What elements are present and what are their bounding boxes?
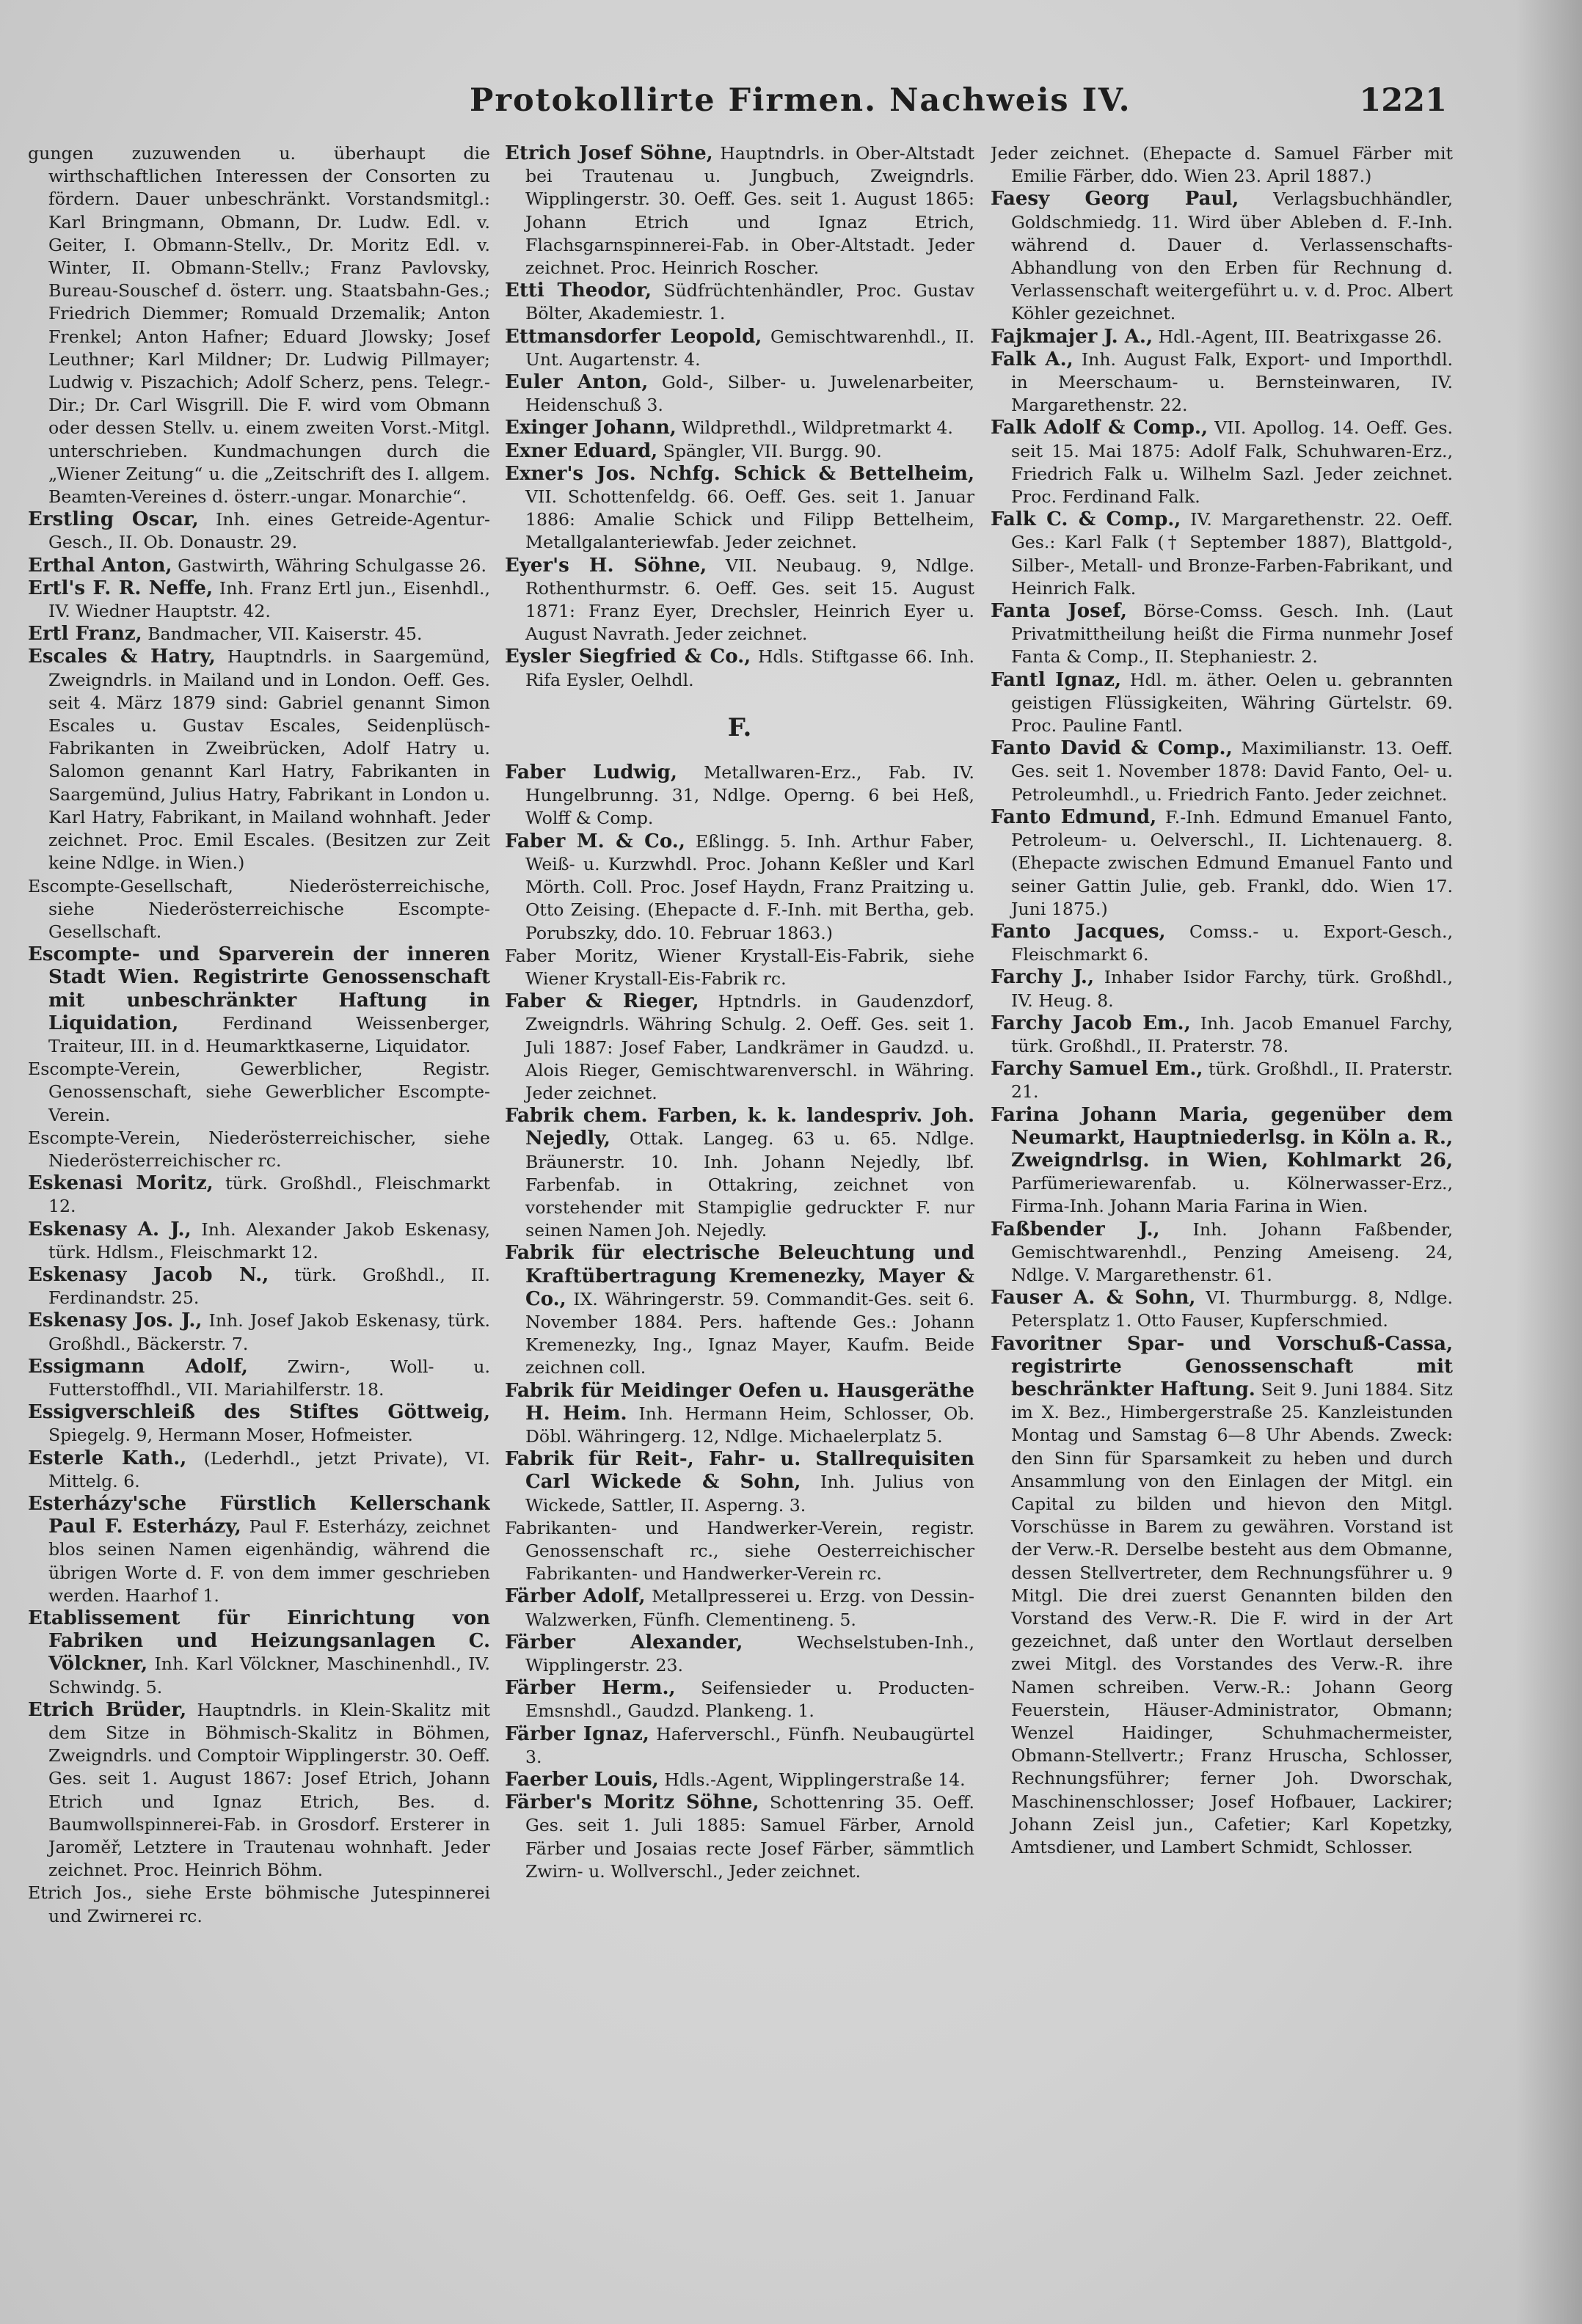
firm-name: Färber Adolf, <box>505 1585 646 1608</box>
firm-name: Färber Herm., <box>505 1677 676 1700</box>
firm-name: Farchy Jacob Em., <box>991 1012 1191 1034</box>
firm-name: Essigverschleiß des Stiftes Göttweig, <box>28 1401 490 1424</box>
firm-name: Esterle Kath., <box>28 1447 187 1469</box>
firm-details: Börse-Comss. Gesch. Inh. (Laut Privatmittheilung heißt die Firma nunmehr Josef Fanta & Comp., II. Stephaniestr. 2. <box>1011 601 1453 668</box>
firm-name: Farina Johann Maria, gegenüber dem Neumarkt, Hauptniederlsg. in Köln a. R., Zweigndrlsg. in Wien, Kohlmarkt 26, <box>991 1103 1453 1172</box>
section-letter: F. <box>727 712 752 742</box>
firm-entry <box>28 1356 490 1401</box>
firm-name: Fantl Ignaz, <box>991 668 1122 691</box>
firm-details: Eßlingg. 5. Inh. Arthur Faber, Weiß- u. Kurzwhdl. Proc. Johann Keßler und Karl Mörth. Coll. Proc. Josef Haydn, Franz Praitzing u. Otto Zeising. (Ehepacte d. F.-Inh. mit Bertha, geb. Porubszky, ddo. 10. Februar 1863.) <box>525 830 974 943</box>
running-title: Protokollirte Firmen. Nachweis IV. <box>470 82 1131 119</box>
firm-details: Bandmacher, VII. Kaiserstr. 45. <box>147 624 423 645</box>
firm-details: Inh. Alexander Jakob Eskenasy, türk. Hdlsm., Fleischmarkt 12. <box>48 1218 490 1263</box>
firm-details: F.-Inh. Edmund Emanuel Fanto, Petroleum- u. Oelverschl., II. Lichtenauerg. 8. (Ehepacte zwischen Edmund Emanuel Fanto und seiner Gattin Julie, geb. Frankl, ddo. Wien 17. Juni 1875.) <box>1011 806 1453 919</box>
firm-entry <box>505 945 974 990</box>
firm-entry <box>991 966 1453 1012</box>
firm-entry <box>28 646 490 874</box>
firm-details: VII. Schottenfeldg. 66. Oeff. Ges. seit 1. Januar 1886: Amalie Schick und Filipp Bettelheim, Metallgalanteriewfab. Jeder zeichnet. <box>525 486 974 553</box>
firm-details: Jeder zeichnet. (Ehepacte d. Samuel Färber mit Emilie Färber, ddo. Wien 23. April 1887.) <box>991 143 1453 187</box>
firm-name: Färber Ignaz, <box>505 1722 649 1745</box>
firm-details: Hdl.-Agent, III. Beatrixgasse 26. <box>1158 326 1443 347</box>
firm-name: Farchy Samuel Em., <box>991 1058 1203 1081</box>
firm-details: Seifensieder u. Producten-Emsnshdl., Gaudzd. Plankeng. 1. <box>525 1678 974 1722</box>
firm-details: Fabrikanten- und Handwerker-Verein, registr. Genossenschaft rc., siehe Oesterreichischer Fabrikanten- und Handwerker-Verein rc. <box>505 1517 974 1585</box>
firm-entry <box>28 142 490 508</box>
firm-entry <box>991 188 1453 325</box>
firm-entry <box>991 1104 1453 1218</box>
firm-details: Hauptndrls. in Ober-Altstadt bei Trautenau u. Jungbuch, Zweigndrls. Wipplingerstr. 30. Oeff. Ges. seit 1. August 1865: Johann Etrich und Ignaz Etrich, Flachsgarnspinnerei-Fab. in Ober-Altstadt. Jeder zeichnet. Proc. Heinrich Roscher. <box>525 143 974 279</box>
firm-entry <box>505 646 974 691</box>
firm-name: Erthal Anton, <box>28 554 172 577</box>
firm-name: Fanta Josef, <box>991 600 1127 623</box>
firm-entry <box>505 1242 974 1379</box>
firm-name: Euler Anton, <box>505 371 649 394</box>
firm-name: Ertl Franz, <box>28 623 142 646</box>
firm-entry <box>28 1309 490 1355</box>
firm-name: Etrich Josef Söhne, <box>505 142 713 164</box>
firm-entry <box>28 1264 490 1309</box>
firm-details: Escompte-Gesellschaft, Niederösterreichische, siehe Niederösterreichische Escompte-Gesellschaft. <box>28 875 490 942</box>
firm-entry <box>28 1607 490 1699</box>
firm-details: Wildprethdl., Wildpretmarkt 4. <box>682 417 953 439</box>
firm-details: Hauptndrls. in Saargemünd, Zweigndrls. in Mailand und in London. Oeff. Ges. seit 4. März 1879 sind: Gabriel genannt Simon Escales u. Gustav Escales, Seidenplüsch-Fabrikanten in Zweibrücken, Adolf Hatry u. Salomon genannt Karl Hatry, Fabrikanten in Saargemünd, Julius Hatry, Fabrikant in London u. Karl Hatry, Fabrikant, in Mailand wohnhaft. Jeder zeichnet. Proc. Emil Escales. (Besitzen zur Zeit keine Ndlge. in Wien.) <box>48 646 490 874</box>
firm-name: Eysler Siegfried & Co., <box>505 646 751 668</box>
page-number: 1221 <box>1359 82 1447 119</box>
firm-entry <box>28 1699 490 1882</box>
firm-name: Fanto Edmund, <box>991 805 1157 828</box>
firm-details: VI. Thurmburgg. 8, Ndlge. Petersplatz 1. Otto Fauser, Kupferschmied. <box>1011 1287 1453 1331</box>
firm-details: Inh. Johann Faßbender, Gemischtwarenhdl., Penzing Ameiseng. 24, Ndlge. V. Margarethenstr. 61. <box>1011 1218 1453 1285</box>
firm-details: Parfümeriewarenfab. u. Kölnerwasser-Erz., Firma-Inh. Johann Maria Farina in Wien. <box>1011 1173 1453 1217</box>
firm-entry <box>505 1631 974 1677</box>
firm-details: Haferverschl., Fünfh. Neubaugürtel 3. <box>525 1723 974 1767</box>
firm-entry <box>505 555 974 646</box>
firm-entry <box>991 1012 1453 1058</box>
firm-entry <box>28 577 490 623</box>
firm-entry <box>505 279 974 325</box>
firm-name: Falk Adolf & Comp., <box>991 417 1209 439</box>
firm-entry <box>505 463 974 555</box>
firm-details: Gemischtwarenhdl., II. Unt. Augartenstr. 4. <box>525 326 974 370</box>
firm-name: Fabrik für Meidinger Oefen u. Hausgeräthe H. Heim. <box>505 1379 974 1425</box>
firm-details: Escompte-Verein, Gewerblicher, Registr. Genossenschaft, siehe Gewerblicher Escompte-Verein. <box>28 1059 490 1125</box>
firm-details: Hdls. Stiftgasse 66. Inh. Rifa Eysler, Oelhdl. <box>525 646 974 690</box>
firm-details: Inh. Julius von Wickede, Sattler, II. Asperng. 3. <box>525 1472 974 1516</box>
firm-details: Gastwirth, Währing Schulgasse 26. <box>178 555 487 576</box>
firm-details: Etrich Jos., siehe Erste böhmische Jutespinnerei und Zwirnerei rc. <box>28 1882 490 1926</box>
firm-name: Faerber Louis, <box>505 1769 659 1791</box>
column-middle <box>505 142 974 2284</box>
firm-name: Fanto David & Comp., <box>991 737 1233 760</box>
firm-entry <box>505 830 974 945</box>
firm-entry <box>991 417 1453 508</box>
firm-name: Esterházy'sche Fürstlich Kellerschank Paul F. Esterházy, <box>28 1492 490 1538</box>
firm-entry <box>505 1585 974 1631</box>
firm-details: türk. Großhdl., Fleischmarkt 12. <box>48 1173 490 1217</box>
firm-name: Fabrik für Reit-, Fahr- u. Stallrequisiten Carl Wickede & Sohn, <box>505 1448 974 1494</box>
firm-entry <box>505 1448 974 1517</box>
firm-entry <box>991 669 1453 738</box>
firm-details: Hauptndrls. in Klein-Skalitz mit dem Sitze in Böhmisch-Skalitz in Böhmen, Zweigndrls. und Comptoir Wipplingerstr. 30. Oeff. Ges. seit 1. August 1867: Josef Etrich, Johann Etrich und Ignaz Etrich, Bes. d. Baumwollspinnerei-Fab. in Grosdorf. Ersterer in Jaroměř, Letztere in Trautenau wohnhaft. Jeder zeichnet. Proc. Heinrich Böhm. <box>48 1699 490 1881</box>
firm-details: Inh. Karl Völckner, Maschinenhdl., IV. Schwindg. 5. <box>48 1654 490 1698</box>
firm-details: Hdls.-Agent, Wipplingerstraße 14. <box>664 1769 966 1791</box>
firm-entry <box>28 508 490 554</box>
firm-details: IX. Währingerstr. 59. Commandit-Ges. seit 6. November 1884. Pers. haftende Ges.: Johann Kremenezky, Ing., Ignaz Mayer, Kaufm. Beide zeichnen coll. <box>525 1288 974 1378</box>
firm-name: Exner's Jos. Nchfg. Schick & Bettelheim, <box>505 462 974 485</box>
firm-entry <box>505 417 974 439</box>
firm-name: Eskenasy Jacob N., <box>28 1263 269 1286</box>
firm-details: türk. Großhdl., II. Ferdinandstr. 25. <box>48 1264 490 1309</box>
firm-entry <box>991 142 1453 188</box>
firm-details: türk. Großhdl., II. Praterstr. 21. <box>1011 1059 1453 1103</box>
firm-entry <box>28 1058 490 1127</box>
firm-name: Faßbender J., <box>991 1218 1160 1240</box>
firm-entry <box>991 1058 1453 1103</box>
firm-details: gungen zuzuwenden u. überhaupt die wirthschaftlichen Interessen der Consorten zu fördern. Dauer unbeschränkt. Vorstandsmitgl.: Karl Bringmann, Obmann, Dr. Ludw. Edl. v. Geiter, I. Obmann-Stellv., Dr. Moritz Edl. v. Winter, II. Obmann-Stellv.; Franz Pavlovsky, Bureau-Souschef d. österr. ung. Staatsbahn-Ges.; Friedrich Diemmer; Romuald Drzemalik; Anton Frenkel; Anton Hafner; Eduard Jlowsky; Josef Leuthner; Karl Mildner; Dr. Ludwig Pillmayer; Ludwig v. Piszachich; Adolf Scherz, pens. Telegr.-Dir.; Dr. Carl Wisgrill. Die F. wird vom Obmann oder dessen Stellv. u. einem zweiten Vorst.-Mitgl. unterschrieben. Kundmachungen durch die „Wiener Zeitung“ u. die „Zeitschrift des I. allgem. Beamten-Vereines d. österr.-ungar. Monarchie“. <box>28 143 490 508</box>
firm-name: Erstling Oscar, <box>28 508 199 531</box>
firm-details: Metallwaren-Erz., Fab. IV. Hungelbrunng. 31, Ndlge. Operng. 6 bei Heß, Wolff & Comp. <box>525 762 974 829</box>
firm-details: Südfrüchtenhändler, Proc. Gustav Bölter, Akademiestr. 1. <box>525 280 974 324</box>
firm-entry <box>28 943 490 1058</box>
firm-entry <box>28 623 490 646</box>
firm-entry <box>28 1447 490 1493</box>
firm-name: Etrich Brüder, <box>28 1698 187 1721</box>
firm-entry <box>505 440 974 463</box>
firm-entry <box>991 348 1453 417</box>
firm-name: Eskenasy Jos. J., <box>28 1309 203 1332</box>
firm-details: Inh. Franz Ertl jun., Eisenhdl., IV. Wiedner Hauptstr. 42. <box>48 577 490 622</box>
firm-name: Eyer's H. Söhne, <box>505 554 707 577</box>
firm-details: VII. Neubaug. 9, Ndlge. Rothenthurmstr. 6. Oeff. Ges. seit 15. August 1871: Franz Eyer, Drechsler, Heinrich Eyer u. August Navrath. Jeder zeichnet. <box>525 555 974 645</box>
firm-details: Inh. Josef Jakob Eskenasy, türk. Großhdl., Bäckerstr. 7. <box>48 1310 490 1354</box>
firm-entry <box>505 1723 974 1769</box>
firm-entry <box>28 1401 490 1447</box>
firm-details: Ottak. Langeg. 63 u. 65. Ndlge. Bräunerstr. 10. Inh. Johann Nejedly, lbf. Farbenfab. in Ottakring, zeichnet von vorstehender mit Stampiglie gedruckter F. nur seinen Namen Joh. Nejedly. <box>525 1128 974 1241</box>
firm-entry <box>28 875 490 944</box>
firm-name: Ertl's F. R. Neffe, <box>28 577 214 599</box>
firm-name: Fanto Jacques, <box>991 920 1166 943</box>
firm-entry <box>991 921 1453 966</box>
firm-entry <box>505 1517 974 1586</box>
firm-name: Faesy Georg Paul, <box>991 188 1239 211</box>
firm-entry <box>28 1493 490 1607</box>
firm-details: Ferdinand Weissenberger, Traiteur, III. in d. Heumarktkaserne, Liquidator. <box>48 1012 490 1056</box>
firm-details: Schottenring 35. Oeff. Ges. seit 1. Juli 1885: Samuel Färber, Arnold Färber und Josaias recte Josef Färber, sämmtlich Zwirn- u. Wollverschl., Jeder zeichnet. <box>525 1792 974 1882</box>
firm-name: Faber M. & Co., <box>505 830 685 852</box>
firm-name: Etti Theodor, <box>505 279 652 302</box>
firm-entry <box>505 1791 974 1883</box>
firm-entry <box>505 1105 974 1242</box>
firm-entry <box>991 1287 1453 1332</box>
firm-details: Wechselstuben-Inh., Wipplingerstr. 23. <box>525 1631 974 1676</box>
firm-name: Escales & Hatry, <box>28 646 216 668</box>
firm-name: Färber's Moritz Söhne, <box>505 1791 759 1814</box>
firm-name: Faber & Rieger, <box>505 990 699 1013</box>
firm-details: Paul F. Esterházy, zeichnet blos seinen Namen eigenhändig, während die übrigen Worte d. F. von dem immer geschrieben werden. Haarhof 1. <box>48 1516 490 1606</box>
firm-details: VII. Apollog. 14. Oeff. Ges. seit 15. Mai 1875: Adolf Falk, Schuhwaren-Erz., Friedrich Falk u. Wilhelm Sazl. Jeder zeichnet. Proc. Ferdinand Falk. <box>1011 417 1453 508</box>
firm-entry <box>991 1333 1453 1860</box>
firm-entry <box>991 508 1453 600</box>
firm-entry <box>991 600 1453 669</box>
firm-details: Escompte-Verein, Niederösterreichischer, siehe Niederösterreichischer rc. <box>28 1127 490 1171</box>
firm-details: Comss.- u. Export-Gesch., Fleischmarkt 6. <box>1011 921 1453 965</box>
page-edge-shadow <box>1516 0 1582 2324</box>
firm-entry <box>28 555 490 577</box>
firm-details: Inh. Jacob Emanuel Farchy, türk. Großhdl., II. Praterstr. 78. <box>1011 1012 1453 1056</box>
firm-name: Faber Ludwig, <box>505 761 677 784</box>
firm-name: Favoritner Spar- und Vorschuß-Cassa, registrirte Genossenschaft mit beschränkter Haftung. <box>991 1332 1453 1400</box>
firm-details: Metallpresserei u. Erzg. von Dessin-Walzwerken, Fünfh. Clementineng. 5. <box>525 1586 974 1630</box>
column-right <box>991 142 1453 2284</box>
firm-entry <box>505 1677 974 1722</box>
firm-entry <box>505 1380 974 1449</box>
firm-name: Exinger Johann, <box>505 417 677 439</box>
firm-details: Zwirn-, Woll- u. Futterstoffhdl., VII. Mariahilferstr. 18. <box>48 1356 490 1400</box>
firm-entry <box>28 1127 490 1172</box>
firm-entry <box>505 761 974 830</box>
firm-entry <box>991 1218 1453 1287</box>
firm-name: Färber Alexander, <box>505 1631 743 1654</box>
firm-name: Fauser A. & Sohn, <box>991 1287 1196 1309</box>
firm-entry <box>28 1172 490 1218</box>
firm-name: Fabrik für electrische Beleuchtung und Kraftübertragung Kremenezky, Mayer & Co., <box>505 1242 974 1310</box>
firm-name: Eskenasi Moritz, <box>28 1172 214 1195</box>
firm-details: (Lederhdl., jetzt Private), VI. Mittelg. 6. <box>48 1447 490 1491</box>
firm-name: Exner Eduard, <box>505 439 658 462</box>
firm-details: Spiegelg. 9, Hermann Moser, Hofmeister. <box>48 1425 413 1446</box>
firm-details: Gold-, Silber- u. Juwelenarbeiter, Heidenschuß 3. <box>525 372 974 416</box>
firm-details: Inh. Hermann Heim, Schlosser, Ob. Döbl. Währingerg. 12, Ndlge. Michaelerplatz 5. <box>525 1403 974 1447</box>
firm-entry <box>505 1769 974 1791</box>
firm-details: Inhaber Isidor Farchy, türk. Großhdl., IV. Heug. 8. <box>1011 967 1453 1011</box>
firm-details: Verlagsbuchhändler, Goldschmiedg. 11. Wird über Ableben d. F.-Inh. während d. Dauer d. Verlassenschafts-Abhandlung von den Erben für Rechnung d. Verlassenschaft weitergeführt u. v. d. Proc. Albert Köhler gezeichnet. <box>1011 189 1453 324</box>
firm-name: Ettmansdorfer Leopold, <box>505 325 762 348</box>
firm-name: Fabrik chem. Farben, k. k. landespriv. Joh. Nejedly, <box>505 1105 974 1150</box>
firm-name: Essigmann Adolf, <box>28 1355 248 1378</box>
firm-details: Seit 9. Juni 1884. Sitz im X. Bez., Himbergerstraße 25. Kanzleistunden Montag und Samstag 6—8 Uhr Abends. Zweck: den Sinn für Sparsamkeit zu heben und durch Ansammlung von den Einlagen der Mitgl. ein Capital zu bilden und hievon den Mitgl. Vorschüsse in Barem zu gewähren. Vorstand ist der Verw.-R. Derselbe besteht aus dem Obmanne, dessen Stellvertreter, dem Rechnungsführer u. 9 Mitgl. Die drei zuerst Genannten bilden den Vorstand des Verw.-R. Die F. wird in der Art gezeichnet, daß unter den Wortlaut derselben zwei Mitgl. des Vorstandes des Verw.-R. ihre Namen schreiben. Verw.-R.: Johann Georg Feuerstein, Häuser-Administrator, Obmann; Wenzel Haidinger, Schuhmachermeister, Obmann-Stellvertr.; Franz Hruscha, Schlosser, Rechnungsführer; ferner Joh. Dworschak, Maschinenschlosser; Josef Hofbauer, Lackirer; Johann Zeisl jun., Cafetier; Karl Kopetzky, Amtsdiener, und Lambert Schmidt, Schlosser. <box>1011 1378 1453 1858</box>
firm-name: Etablissement für Einrichtung von Fabriken und Heizungsanlagen C. Völckner, <box>28 1607 490 1676</box>
firm-name: Falk A., <box>991 348 1074 370</box>
column-left <box>28 142 490 2284</box>
firm-details: Spängler, VII. Burgg. 90. <box>663 440 882 461</box>
firm-name: Eskenasy A. J., <box>28 1218 192 1240</box>
firm-entry <box>28 1218 490 1264</box>
firm-details: Hptndrls. in Gaudenzdorf, Zweigndrls. Währing Schulg. 2. Oeff. Ges. seit 1. Juli 1887: Josef Faber, Landkrämer in Gaudzd. u. Alois Rieger, Gemischtwarenverschl. in Währing. Jeder zeichnet. <box>525 991 974 1103</box>
firm-details: Inh. August Falk, Export- und Importhdl. in Meerschaum- u. Bernsteinwaren, IV. Margarethenstr. 22. <box>1011 348 1453 416</box>
firm-name: Escompte- und Sparverein der inneren Stadt Wien. Registrirte Genossenschaft mit unbeschränkter Haftung in Liquidation, <box>28 943 490 1034</box>
firm-details: Inh. eines Getreide-Agentur-Gesch., II. Ob. Donaustr. 29. <box>48 509 490 553</box>
firm-details: Faber Moritz, Wiener Krystall-Eis-Fabrik, siehe Wiener Krystall-Eis-Fabrik rc. <box>505 945 974 989</box>
firm-details: IV. Margarethenstr. 22. Oeff. Ges.: Karl Falk († September 1887), Blattgold-, Silber-, Metall- und Bronze-Farben-Fabrikant, und Heinrich Falk. <box>1011 509 1453 599</box>
firm-entry <box>505 371 974 417</box>
firm-entry <box>991 737 1453 806</box>
page-header <box>470 82 1453 126</box>
firm-entry <box>505 990 974 1105</box>
firm-entry <box>991 326 1453 348</box>
firm-entry <box>505 326 974 371</box>
firm-entry <box>28 1882 490 1927</box>
firm-name: Falk C. & Comp., <box>991 508 1181 531</box>
firm-entry <box>505 142 974 279</box>
firm-entry <box>991 806 1453 921</box>
firm-details: Maximilianstr. 13. Oeff. Ges. seit 1. November 1878: David Fanto, Oel- u. Petroleumhdl., u. Friedrich Fanto. Jeder zeichnet. <box>1011 738 1453 805</box>
firm-name: Fajkmajer J. A., <box>991 325 1153 348</box>
firm-details: Hdl. m. äther. Oelen u. gebrannten geistigen Flüssigkeiten, Währing Gürtelstr. 69. Proc. Pauline Fantl. <box>1011 669 1453 737</box>
firm-name: Farchy J., <box>991 966 1095 989</box>
